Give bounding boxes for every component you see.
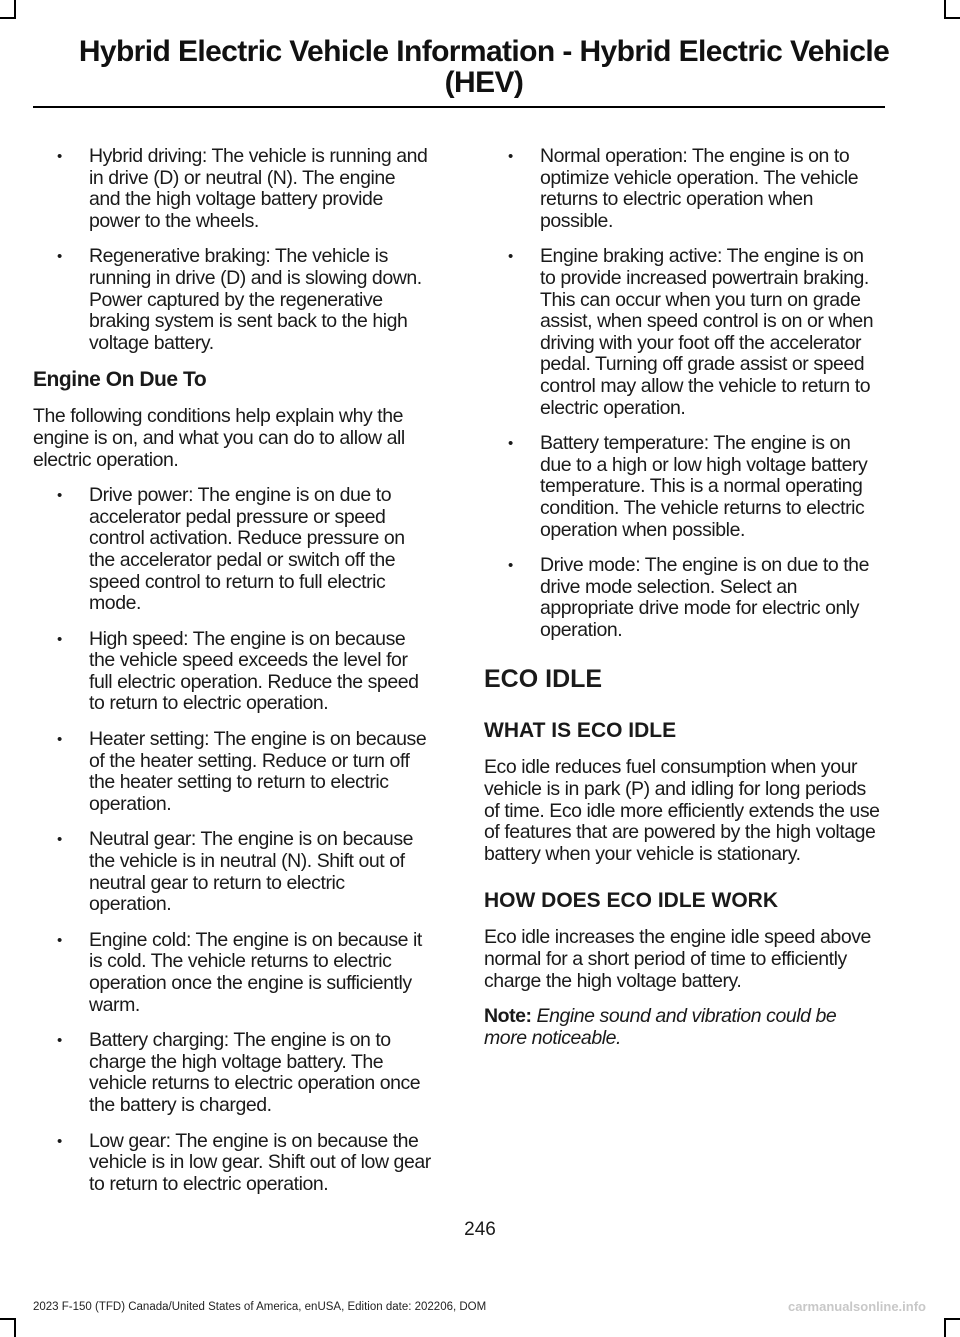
what-is-eco-idle-heading: WHAT IS ECO IDLE <box>484 719 677 743</box>
engine-on-intro: The following conditions help explain why the engine is on, and what you can do to allow all electric operation. <box>33 405 405 471</box>
list-item: • High speed: The engine is on because the vehicle speed exceeds the level for full electric operation. Reduce the speed to return to electric operation. <box>33 629 431 715</box>
page-header-title: Hybrid Electric Vehicle Information - Hybrid Electric Vehicle (HEV) <box>78 35 890 99</box>
list-item: • Battery temperature: The engine is on due to a high or low high voltage battery temperature. This is a normal operating condition. The vehicle returns to electric operation when possible. <box>484 433 882 541</box>
right-column <box>484 146 882 1063</box>
note-text: Engine sound and vibration could be more noticeable. <box>484 1005 837 1049</box>
left-column <box>33 146 431 1209</box>
note <box>484 1006 882 1049</box>
hybrid-mode-list <box>33 146 431 354</box>
watermark: carmanualsonline.info <box>788 1299 926 1314</box>
list-item: • Drive mode: The engine is on due to the drive mode selection. Select an appropriate drive mode for electric only operation. <box>484 555 882 641</box>
crop-mark <box>0 17 16 19</box>
header-divider <box>33 106 885 108</box>
list-item: • Neutral gear: The engine is on because the vehicle is in neutral (N). Shift out of neutral gear to return to electric operation. <box>33 829 431 915</box>
crop-mark <box>944 1318 946 1337</box>
engine-on-list-continued <box>484 146 882 641</box>
note-label: Note: <box>484 1005 532 1028</box>
list-item: • Drive power: The engine is on due to accelerator pedal pressure or speed control activation. Reduce pressure on the accelerator pedal or switch off the speed control to return to full electric mode. <box>33 485 431 615</box>
engine-on-heading: Engine On Due To <box>33 368 207 392</box>
edition-footer: 2023 F-150 (TFD) Canada/United States of America, enUSA, Edition date: 202206, DOM <box>33 1301 487 1313</box>
list-item: • Battery charging: The engine is on to charge the high voltage battery. The vehicle returns to electric operation once the battery is charged. <box>33 1030 431 1116</box>
list-item: • Hybrid driving: The vehicle is running and in drive (D) or neutral (N). The engine and the high voltage battery provide power to the wheels. <box>33 146 431 232</box>
crop-mark <box>0 1318 16 1320</box>
crop-mark <box>14 1318 16 1337</box>
what-is-eco-idle-text: Eco idle reduces fuel consumption when your vehicle is in park (P) and idling for long periods of time. Eco idle more efficiently extends the use of features that are powered by the high voltage battery when your vehicle is stationary. <box>484 756 880 865</box>
engine-on-list <box>33 485 431 1195</box>
list-item: • Regenerative braking: The vehicle is running in drive (D) and is slowing down. Power captured by the regenerative braking system is sent back to the high voltage battery. <box>33 246 431 354</box>
list-item: • Low gear: The engine is on because the vehicle is in low gear. Shift out of low gear to return to electric operation. <box>33 1131 431 1196</box>
page-number: 246 <box>464 1219 496 1240</box>
list-item: • Engine cold: The engine is on because it is cold. The vehicle returns to electric operation once the engine is sufficiently warm. <box>33 930 431 1016</box>
eco-idle-title: ECO IDLE <box>484 665 603 694</box>
list-item: • Engine braking active: The engine is on to provide increased powertrain braking. This can occur when you turn on grade assist, when speed control is on or when driving with your foot off the accelerator pedal. Turning off grade assist or speed control may allow the vehicle to return to electric operation. <box>484 246 882 419</box>
how-eco-idle-works-heading: HOW DOES ECO IDLE WORK <box>484 889 778 913</box>
list-item: • Normal operation: The engine is on to optimize vehicle operation. The vehicle returns to electric operation when possible. <box>484 146 882 232</box>
how-eco-idle-works-text: Eco idle increases the engine idle speed above normal for a short period of time to efficiently charge the high voltage battery. <box>484 926 871 992</box>
crop-mark <box>944 17 960 19</box>
crop-mark <box>944 1318 960 1320</box>
list-item: • Heater setting: The engine is on because of the heater setting. Reduce or turn off the heater setting to return to electric operation. <box>33 729 431 815</box>
